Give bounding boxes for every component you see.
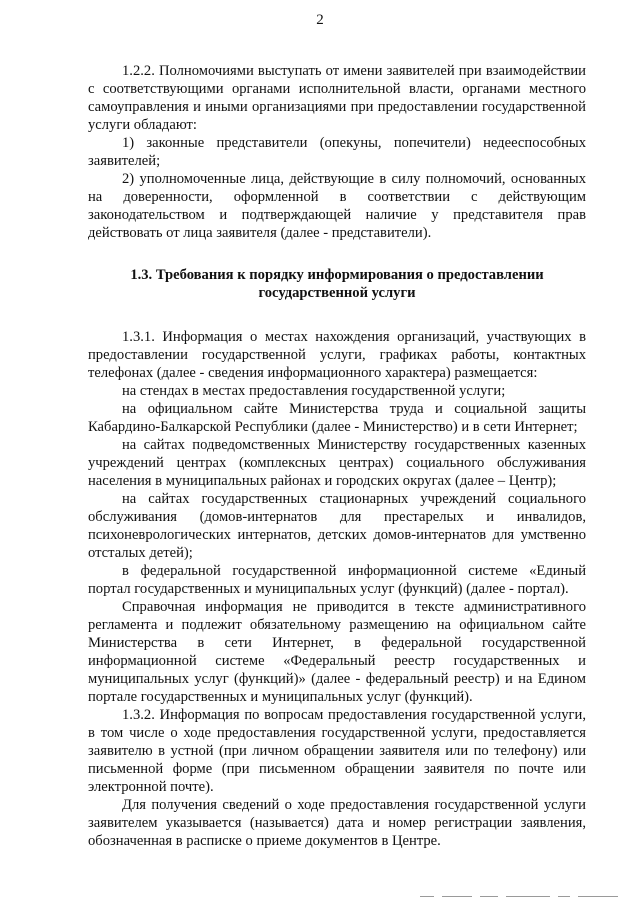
section-heading-1-3: [88, 266, 586, 302]
paragraph-ministry-site: на официальном сайте Министерства труда и социальной защиты Кабардино-Балкарской Республики (далее - Министерство) и в сети Интернет;: [88, 401, 586, 435]
paragraph-federal-portal: в федеральной государственной информационной системе «Единый портал государственных и муниципальных услуг (функций) (далее - портал).: [88, 563, 586, 597]
paragraph-status-info: Для получения сведений о ходе предоставления государственной услуги заявителем указывается (называется) дата и номер регистрации заявления, обозначенная в расписке о приеме документов в Центре.: [88, 797, 586, 849]
paragraph-stationary-institutions: на сайтах государственных стационарных учреждений социального обслуживания (домов-интернатов для престарелых и инвалидов, психоневрологических интернатов, детских домов-интернатов для умственно отсталых детей);: [88, 491, 586, 561]
section-heading-line-1: 1.3. Требования к порядку информирования о предоставлении: [130, 267, 544, 283]
paragraph-centers-sites: на сайтах подведомственных Министерству государственных казенных учреждений центрах (комплексных центрах) социального обслуживания населения в муниципальных районах и городских округах (далее – Центр);: [88, 437, 586, 489]
paragraph-stands: на стендах в местах предоставления государственной услуги;: [122, 383, 506, 399]
paragraph-1-3-2: 1.3.2. Информация по вопросам предоставления государственной услуги, в том числе о ходе предоставления государственной услуги, предоставляется заявителю в устной (при личном обращении заявителя или по телефону) или письменной форме (при письменном обращении заявителя по почте или электронной почте).: [88, 707, 586, 795]
paragraph-1-3-1: 1.3.1. Информация о местах нахождения организаций, участвующих в предоставлении государственной услуги, графиках работы, контактных телефонах (далее - сведения информационного характера) размещается:: [88, 329, 586, 381]
scan-artifact: [420, 894, 640, 900]
paragraph-1-2-2: 1.2.2. Полномочиями выступать от имени заявителей при взаимодействии с соответствующими органами исполнительной власти, органами местного самоуправления и иными организациями при предоставлении государственной услуги обладают:: [88, 63, 586, 133]
page-number: 2: [316, 12, 324, 28]
paragraph-legal-representatives: 1) законные представители (опекуны, попечители) недееспособных заявителей;: [88, 135, 586, 169]
paragraph-authorized-persons: 2) уполномоченные лица, действующие в силу полномочий, основанных на доверенности, оформленной в соответствии с действующим законодательством и подтверждающей наличие у представителя прав действовать от лица заявителя (далее - представители).: [88, 171, 586, 241]
section-heading-line-2: государственной услуги: [258, 285, 416, 301]
paragraph-reference-info: Справочная информация не приводится в тексте административного регламента и подлежит обязательному размещению на официальном сайте Министерства в сети Интернет, в федеральной государственной информационной системе «Федеральный реестр государственных и муниципальных услуг (функций)» (далее - федеральный реестр) и на Едином портале государственных и муниципальных услуг (функций).: [88, 599, 586, 705]
document-body: [88, 62, 586, 850]
